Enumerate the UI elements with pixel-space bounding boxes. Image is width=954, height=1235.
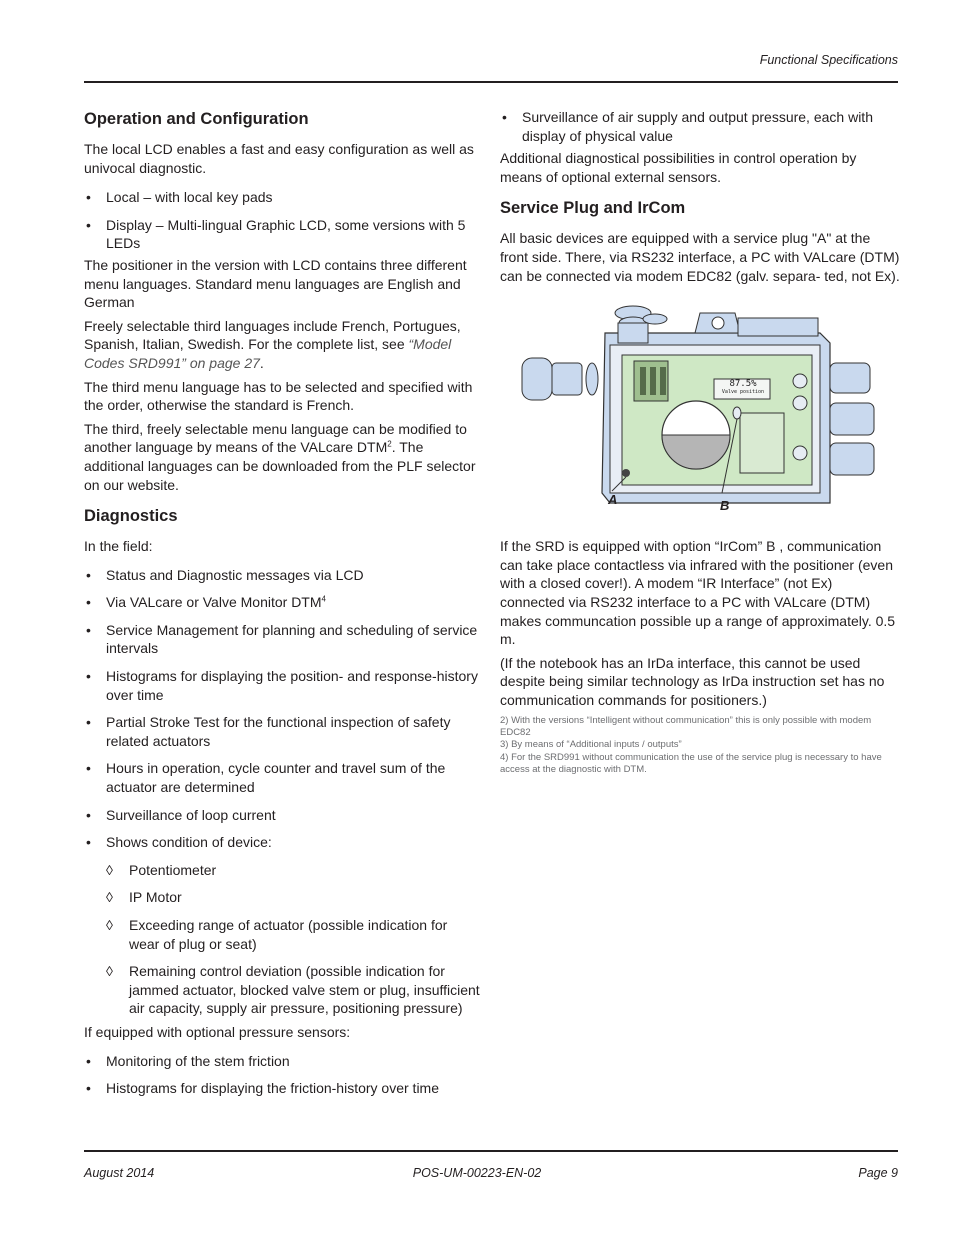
list-item: • Shows condition of device:: [84, 833, 480, 852]
list-item: • Local – with local key pads: [84, 188, 480, 207]
list-item: • Service Management for planning and scheduling of service intervals: [84, 621, 480, 658]
positioner-figure: [500, 293, 900, 523]
ircom-paragraph: If the SRD is equipped with option “IrCom” B , communication can take place contactless via infrared with the positioner (even with a closed cover!). A modem “IR Interface” (not Ex) connected via RS232 interface to a PC with VALcare (DTM) makes communcation possible up a range of approximately. 0.5 m.: [500, 538, 896, 648]
list-item: • Surveillance of loop current: [84, 806, 480, 825]
list-item: • Status and Diagnostic messages via LCD: [84, 566, 480, 585]
list-item: • Via VALcare or Valve Monitor DTM$^4$: [84, 593, 480, 612]
list-item: • Histograms for displaying the position- and response-history over time: [84, 667, 480, 704]
footnote-ref: 4: [321, 594, 326, 604]
diagnostics-heading: Diagnostics: [84, 507, 178, 526]
footer-rule: [84, 1150, 898, 1152]
language-paragraph-2: Freely selectable third languages include French, Portugues, Spanish, Italian, Swedish. For the complete list, see “Model Codes SRD991” on page 27.: [84, 317, 461, 371]
language-paragraph-1: The positioner in the version with LCD contains three different menu languages. Standard menu languages are English and German: [84, 256, 467, 311]
operation-list: [84, 188, 480, 253]
list-item: ◊ Remaining control deviation (possible indication for jammed actuator, blocked valve stem or plug, insufficient air capacity, supply air pressure, positioning pressure): [84, 962, 480, 1018]
footer-page: Page 9: [858, 1166, 898, 1180]
running-header: Functional Specifications: [759, 53, 898, 67]
footnote: 4) For the SRD991 without communication the use of the service plug is necessary to have access at the diagnostic with DTM.: [500, 751, 882, 776]
footer-doc-id: POS-UM-00223-EN-02: [412, 1166, 542, 1180]
footnote: 3) By means of “Additional inputs / outputs”: [500, 739, 682, 751]
additional-paragraph: Additional diagnostical possibilities in control operation by means of optional external sensors.: [500, 150, 857, 185]
list-item: • Partial Stroke Test for the functional inspection of safety related actuators: [84, 713, 480, 750]
footnotes: [500, 715, 900, 777]
surveillance-list: [500, 108, 900, 145]
label-b: B: [720, 498, 730, 514]
footer-date: August 2014: [84, 1166, 155, 1180]
positioner-illustration: [500, 293, 900, 523]
service-heading: Service Plug and IrCom: [500, 199, 686, 218]
operation-heading: Operation and Configuration: [84, 110, 309, 128]
pressure-list: [84, 1052, 480, 1098]
lcd-readout: 87.5% Valve position: [721, 379, 765, 396]
header-rule: [84, 81, 898, 83]
list-item: ◊ IP Motor: [84, 888, 480, 907]
pressure-intro: If equipped with optional pressure sensors:: [84, 1023, 351, 1040]
footnote-ref: 2: [387, 439, 392, 449]
footnote: 2) With the versions “Intelligent without communication” this is only possible with modem EDC82: [500, 714, 872, 738]
label-a: A: [608, 492, 618, 508]
list-item: ◊ Exceeding range of actuator (possible indication for wear of plug or seat): [84, 916, 480, 953]
condition-list: [84, 861, 480, 1018]
irda-paragraph: (If the notebook has an IrDa interface, this cannot be used despite being similar technology as IrDa instruction set has no communication commands for positioners.): [500, 654, 885, 708]
model-codes-link[interactable]: “Model Codes SRD991” on page 27: [84, 336, 452, 371]
service-paragraph: All basic devices are equipped with a service plug "A" at the front side. There, via RS232 interface, a PC with VALcare (DTM) can be connected via modem EDC82 (galv. separa- ted, not Ex).: [500, 230, 900, 284]
list-item: • Histograms for displaying the friction-history over time: [84, 1079, 480, 1098]
language-paragraph-3: The third menu language has to be selected and specified with the order, otherwise the standard is French.: [84, 378, 473, 414]
list-item: • Monitoring of the stem friction: [84, 1052, 480, 1071]
list-item: • Hours in operation, cycle counter and travel sum of the actuator are determined: [84, 759, 480, 796]
list-item: • Display – Multi-lingual Graphic LCD, some versions with 5 LEDs: [84, 216, 480, 253]
list-item: ◊ Potentiometer: [84, 861, 480, 880]
right-column: [500, 108, 900, 777]
diagnostics-list: [84, 566, 480, 852]
language-paragraph-4: The third, freely selectable menu language can be modified to another language by means of the VALcare DTM$^2$. The additional languages can be downloaded from the PLF selector on our website.: [84, 420, 476, 493]
diagnostics-intro: In the field:: [84, 538, 153, 555]
operation-intro: The local LCD enables a fast and easy configuration as well as univocal diagnostic.: [84, 141, 474, 176]
list-item: • Surveillance of air supply and output pressure, each with display of physical value: [500, 108, 900, 145]
left-column: [84, 108, 480, 1107]
